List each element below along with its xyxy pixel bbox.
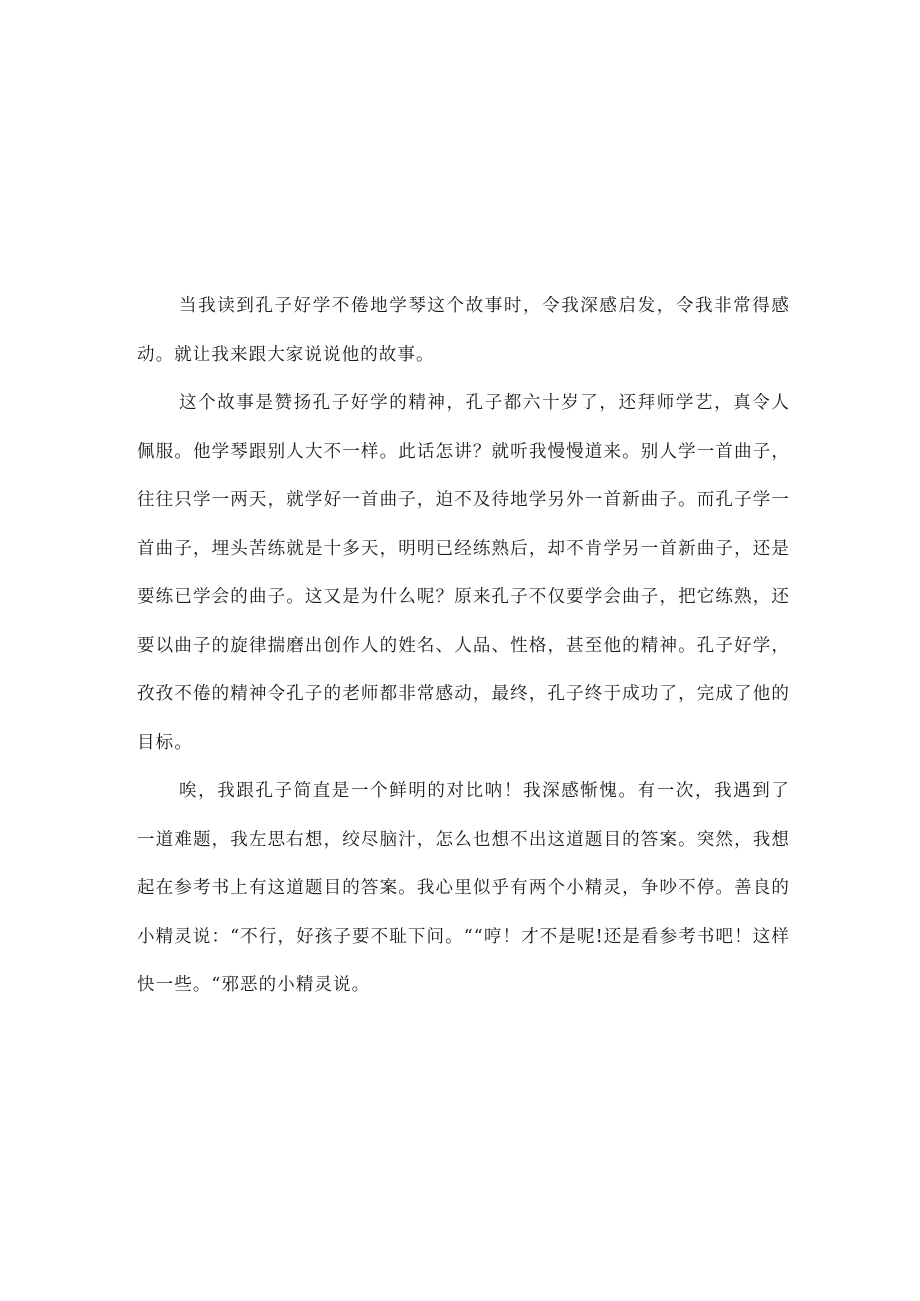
document-body [137,282,790,1010]
paragraph-3: 唉，我跟孔子简直是一个鲜明的对比呐！我深感惭愧。有一次，我遇到了一道难题，我左思右想，绞尽脑汁，怎么也想不出这道题目的答案。突然，我想起在参考书上有这道题目的答案。我心里似乎有两个小精灵，争吵不停。善良的小精灵说：“不行，好孩子要不耻下问。““哼！才不是呢!还是看参考书吧！这样快一些。“邪恶的小精灵说。 [137,781,790,995]
paragraph-2: 这个故事是赞扬孔子好学的精神，孔子都六十岁了，还拜师学艺，真令人佩服。他学琴跟别人大不一样。此话怎讲？就听我慢慢道来。别人学一首曲子，往往只学一两天，就学好一首曲子，迫不及待地学另外一首新曲子。而孔子学一首曲子，埋头苦练就是十多天，明明已经练熟后，却不肯学另一首新曲子，还是要练已学会的曲子。这又是为什么呢？原来孔子不仅要学会曲子，把它练熟，还要以曲子的旋律揣磨出创作人的姓名、人品、性格，甚至他的精神。孔子好学，孜孜不倦的精神令孔子的老师都非常感动，最终，孔子终于成功了，完成了他的目标。 [137,393,790,753]
paragraph-1: 当我读到孔子好学不倦地学琴这个故事时，令我深感启发，令我非常得感动。就让我来跟大家说说他的故事。 [137,296,790,365]
